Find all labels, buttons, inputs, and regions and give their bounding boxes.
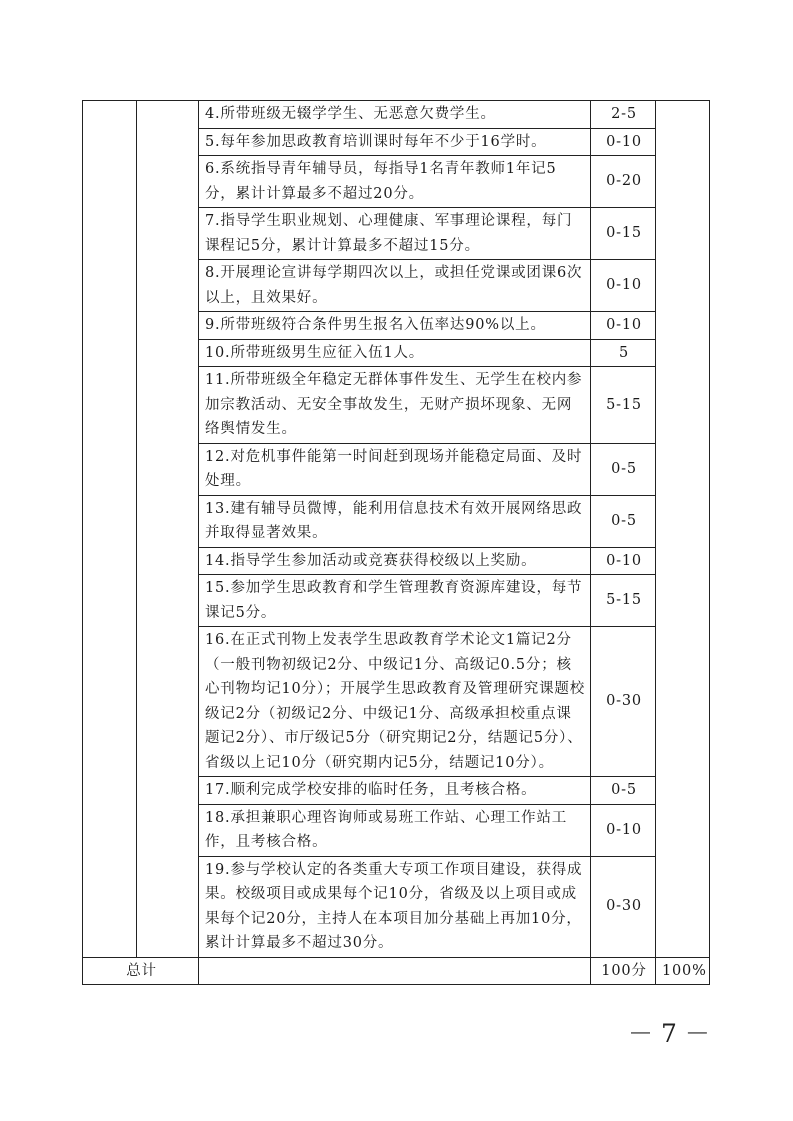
subcategory-cell xyxy=(137,101,199,958)
score-range: 0-5 xyxy=(591,495,656,547)
score-range: 0-30 xyxy=(591,627,656,777)
total-score: 100分 xyxy=(591,957,656,985)
weight-cell xyxy=(656,101,710,958)
page-number: －7－ xyxy=(628,1019,718,1048)
score-range: 0-10 xyxy=(591,804,656,856)
criterion-text: 10.所带班级男生应征入伍1人。 xyxy=(199,339,591,367)
score-range: 0-5 xyxy=(591,777,656,805)
scoring-table-body xyxy=(83,101,710,958)
criterion-text: 7.指导学生职业规划、心理健康、军事理论课程，每门课程记5分，累计计算最多不超过15分。 xyxy=(199,208,591,260)
criterion-text: 9.所带班级符合条件男生报名入伍率达90%以上。 xyxy=(199,312,591,340)
score-range: 5-15 xyxy=(591,575,656,627)
score-range: 0-10 xyxy=(591,312,656,340)
criterion-text: 5.每年参加思政教育培训课时每年不少于16学时。 xyxy=(199,128,591,156)
total-label: 总计 xyxy=(83,957,199,985)
score-range: 0-15 xyxy=(591,208,656,260)
criterion-text: 12.对危机事件能第一时间赶到现场并能稳定局面、及时处理。 xyxy=(199,443,591,495)
score-range: 0-10 xyxy=(591,128,656,156)
criterion-text: 15.参加学生思政教育和学生管理教育资源库建设，每节课记5分。 xyxy=(199,575,591,627)
total-row xyxy=(83,957,710,985)
criterion-text: 8.开展理论宣讲每学期四次以上，或担任党课或团课6次以上，且效果好。 xyxy=(199,260,591,312)
criterion-text: 11.所带班级全年稳定无群体事件发生、无学生在校内参加宗教活动、无安全事故发生，无财产损坏现象、无网络舆情发生。 xyxy=(199,367,591,444)
score-range: 0-10 xyxy=(591,547,656,575)
criterion-text: 19.参与学校认定的各类重大专项工作项目建设，获得成果。校级项目或成果每个记10分，省级及以上项目或成果每个记20分，主持人在本项目加分基础上再加10分，累计计算最多不超过30分。 xyxy=(199,856,591,957)
score-range: 5 xyxy=(591,339,656,367)
criterion-text: 13.建有辅导员微博，能利用信息技术有效开展网络思政并取得显著效果。 xyxy=(199,495,591,547)
score-range: 0-30 xyxy=(591,856,656,957)
score-range: 0-20 xyxy=(591,156,656,208)
score-range: 0-10 xyxy=(591,260,656,312)
score-range: 5-15 xyxy=(591,367,656,444)
criterion-text: 6.系统指导青年辅导员，每指导1名青年教师1年记5分，累计计算最多不超过20分。 xyxy=(199,156,591,208)
total-weight: 100% xyxy=(656,957,710,985)
criterion-text: 16.在正式刊物上发表学生思政教育学术论文1篇记2分（一般刊物初级记2分、中级记1分、高级记0.5分；核心刊物均记10分）；开展学生思政教育及管理研究课题校级记2分（初级记2分、中级记1分、高级承担校重点课题记2分）、市厅级记5分（研究期记2分，结题记5分）、省级以上记10分（研究期内记5分，结题记10分）。 xyxy=(199,627,591,777)
total-blank-cell xyxy=(199,957,591,985)
score-range: 0-5 xyxy=(591,443,656,495)
table-row xyxy=(83,101,710,129)
criterion-text: 14.指导学生参加活动或竞赛获得校级以上奖励。 xyxy=(199,547,591,575)
criterion-text: 17.顺利完成学校安排的临时任务，且考核合格。 xyxy=(199,777,591,805)
scoring-table xyxy=(82,100,710,985)
criterion-text: 18.承担兼职心理咨询师或易班工作站、心理工作站工作，且考核合格。 xyxy=(199,804,591,856)
category-cell xyxy=(83,101,137,958)
criterion-text: 4.所带班级无辍学学生、无恶意欠费学生。 xyxy=(199,101,591,129)
score-range: 2-5 xyxy=(591,101,656,129)
